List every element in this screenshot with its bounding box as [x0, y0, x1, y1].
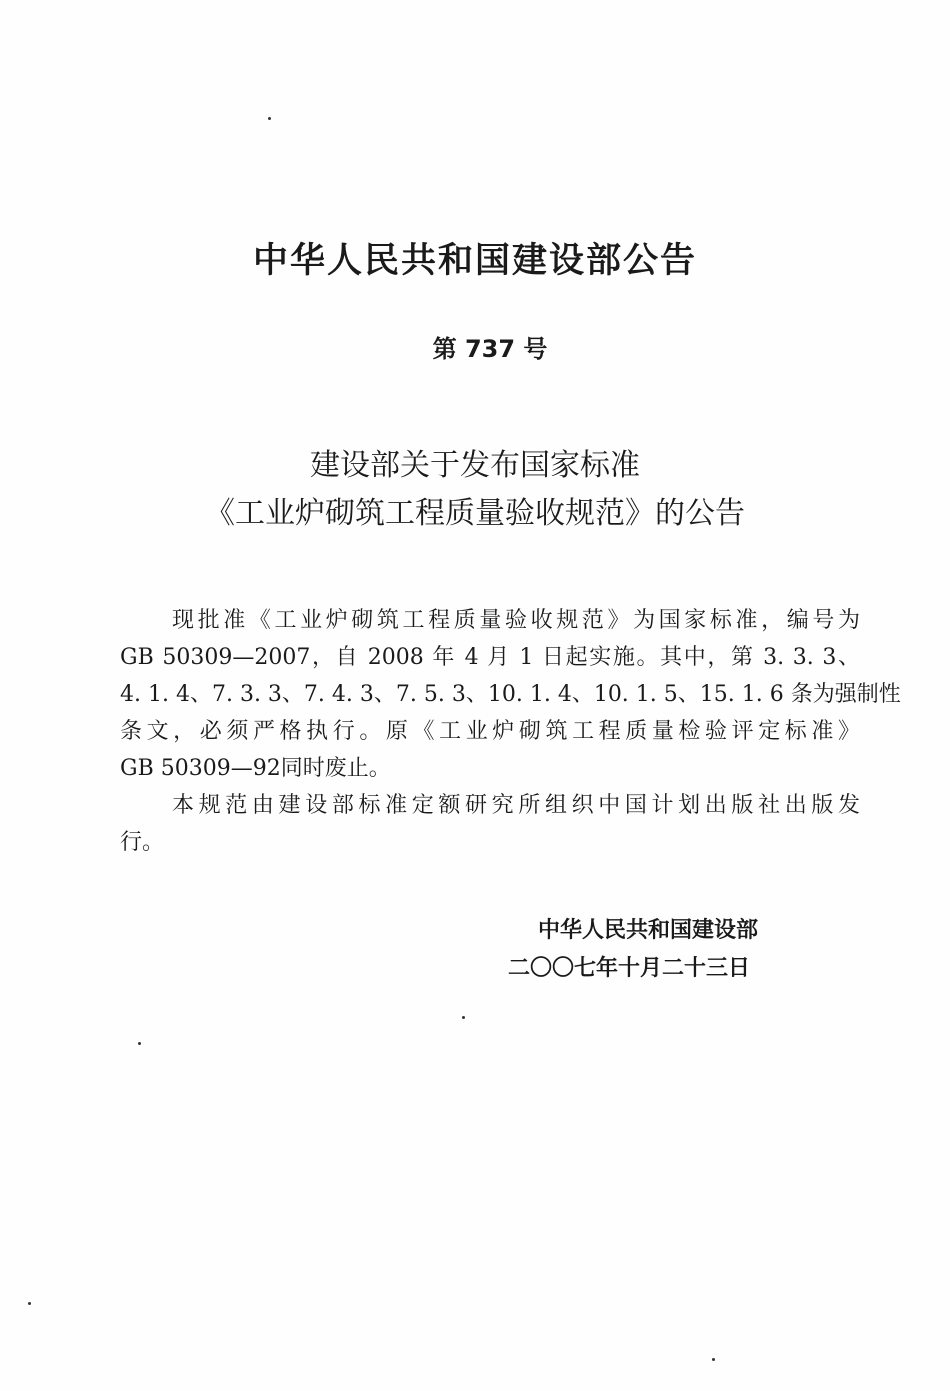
announcement-subject [0, 442, 950, 538]
scan-speck [268, 117, 271, 120]
announcement-body [120, 602, 901, 861]
announcement-title: 中华人民共和国建设部公告 [252, 241, 697, 281]
subject-line-2: 《工业炉砌筑工程质量验收规范》的公告 [205, 496, 745, 531]
scan-speck [138, 1042, 141, 1045]
issue-date: 二〇〇七年十月二十三日 [508, 956, 751, 981]
announcement-number: 第 737 号 [432, 335, 548, 363]
paragraph-line: 条文，必须严格执行。原《工业炉砌筑工程质量检验评定标准》 [120, 719, 860, 744]
paragraph-line: GB 50309—2007，自 2008 年 4 月 1 日起实施。其中，第 3. 3. 3、 [120, 645, 860, 670]
paragraph-line: 现批准《工业炉砌筑工程质量验收规范》为国家标准，编号为 [172, 608, 860, 633]
scan-speck [712, 1358, 715, 1361]
subject-line-1: 建设部关于发布国家标准 [310, 448, 640, 483]
paragraph-line: GB 50309—92同时废止。 [120, 756, 391, 781]
paragraph-line: 本规范由建设部标准定额研究所组织中国计划出版社出版发 [172, 793, 860, 818]
paragraph-line: 行。 [120, 830, 165, 855]
body-paragraph-1 [120, 602, 901, 787]
scan-speck [462, 1016, 465, 1019]
scan-speck [28, 1302, 31, 1305]
paragraph-line: 4. 1. 4、7. 3. 3、7. 4. 3、7. 5. 3、10. 1. 4、10. 1. 5、15. 1. 6 条为强制性 [120, 682, 901, 707]
body-paragraph-2 [120, 787, 860, 861]
issuing-authority: 中华人民共和国建设部 [538, 918, 759, 943]
signature-block [508, 912, 808, 988]
